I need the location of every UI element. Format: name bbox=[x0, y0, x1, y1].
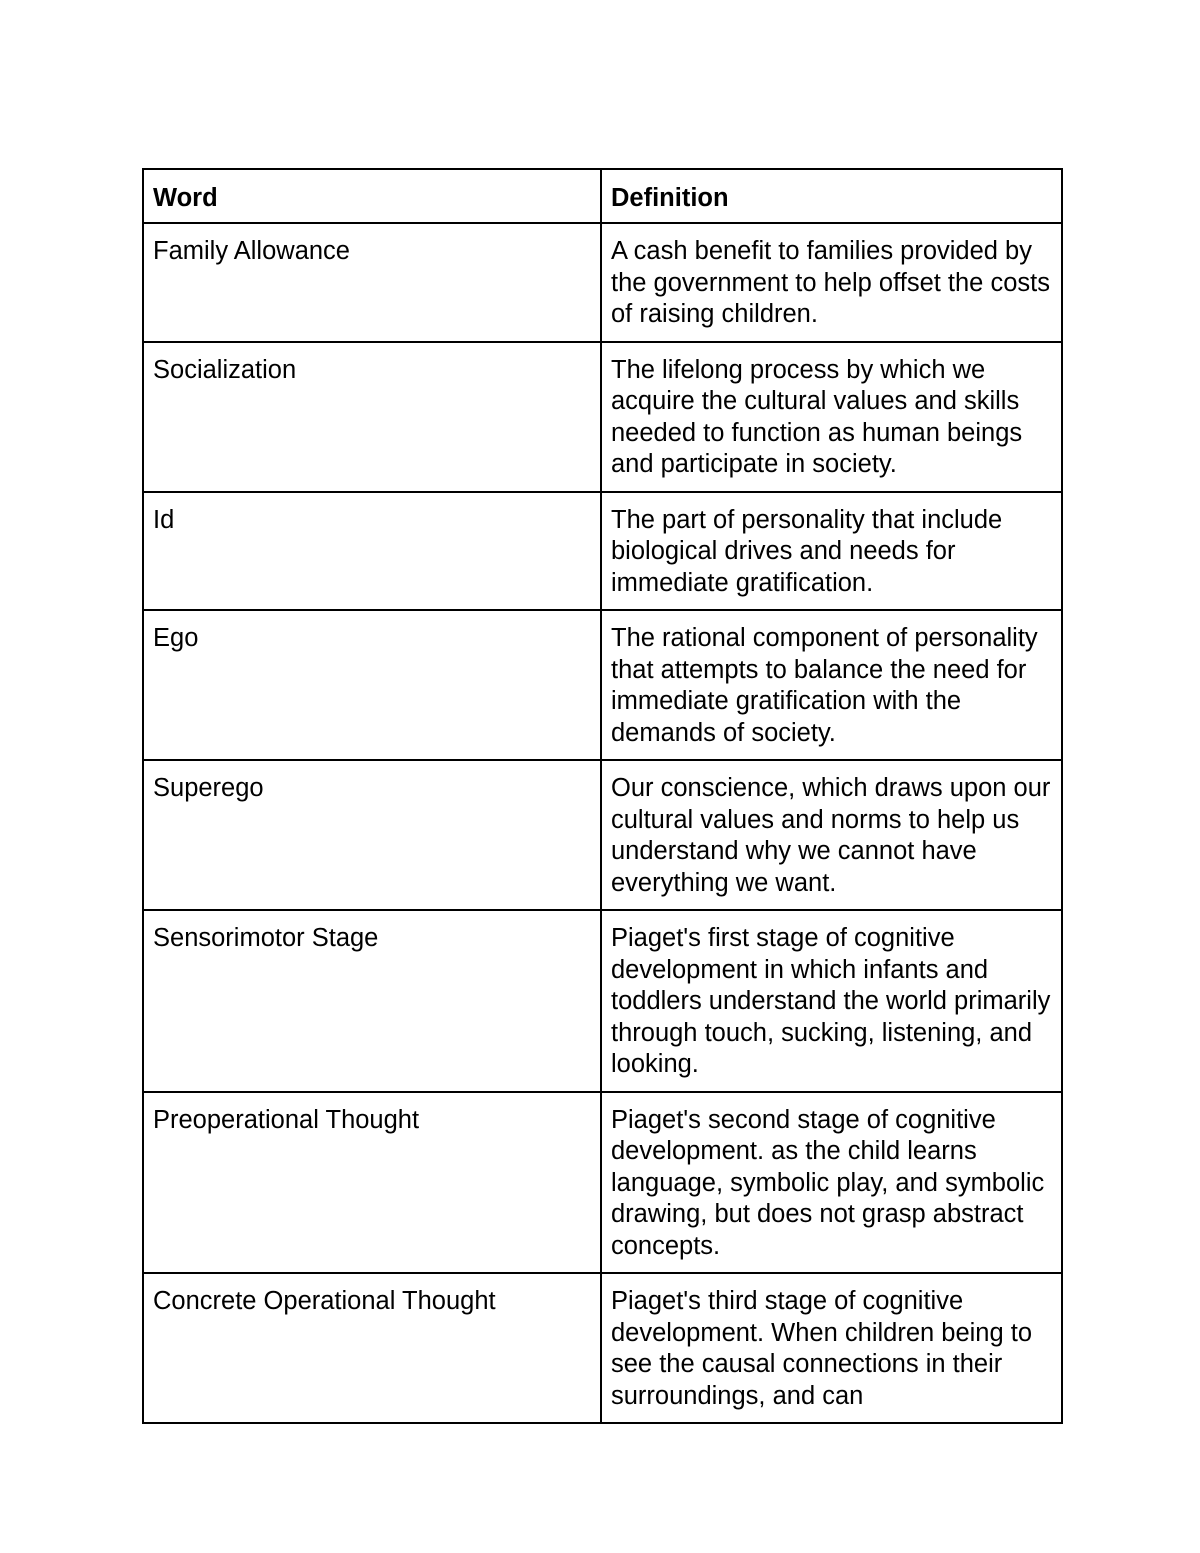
table-row bbox=[143, 1273, 1062, 1423]
glossary-table bbox=[142, 168, 1063, 1424]
definition-cell: The rational component of personality that attempts to balance the need for immediate gratification with the demands of society. bbox=[601, 610, 1062, 760]
term-cell: Preoperational Thought bbox=[143, 1092, 601, 1274]
definition-cell: The lifelong process by which we acquire the cultural values and skills needed to function as human beings and participate in society. bbox=[601, 342, 1062, 492]
term-cell: Superego bbox=[143, 760, 601, 910]
header-word: Word bbox=[143, 169, 601, 223]
table-header-row bbox=[143, 169, 1062, 223]
table-row bbox=[143, 610, 1062, 760]
term-cell: Socialization bbox=[143, 342, 601, 492]
term-cell: Ego bbox=[143, 610, 601, 760]
header-definition: Definition bbox=[601, 169, 1062, 223]
table-row bbox=[143, 342, 1062, 492]
definition-cell: The part of personality that include biological drives and needs for immediate gratification. bbox=[601, 492, 1062, 611]
table-row bbox=[143, 223, 1062, 342]
term-cell: Family Allowance bbox=[143, 223, 601, 342]
term-cell: Concrete Operational Thought bbox=[143, 1273, 601, 1423]
definition-cell: Piaget's second stage of cognitive development. as the child learns language, symbolic play, and symbolic drawing, but does not grasp abstract concepts. bbox=[601, 1092, 1062, 1274]
table-row bbox=[143, 760, 1062, 910]
term-cell: Sensorimotor Stage bbox=[143, 910, 601, 1092]
table-row bbox=[143, 910, 1062, 1092]
definition-cell: Piaget's first stage of cognitive development in which infants and toddlers understand the world primarily through touch, sucking, listening, and looking. bbox=[601, 910, 1062, 1092]
definition-cell: A cash benefit to families provided by the government to help offset the costs of raising children. bbox=[601, 223, 1062, 342]
table-row bbox=[143, 492, 1062, 611]
term-cell: Id bbox=[143, 492, 601, 611]
definition-cell: Our conscience, which draws upon our cultural values and norms to help us understand why we cannot have everything we want. bbox=[601, 760, 1062, 910]
table-row bbox=[143, 1092, 1062, 1274]
definition-cell: Piaget's third stage of cognitive development. When children being to see the causal connections in their surroundings, and can bbox=[601, 1273, 1062, 1423]
